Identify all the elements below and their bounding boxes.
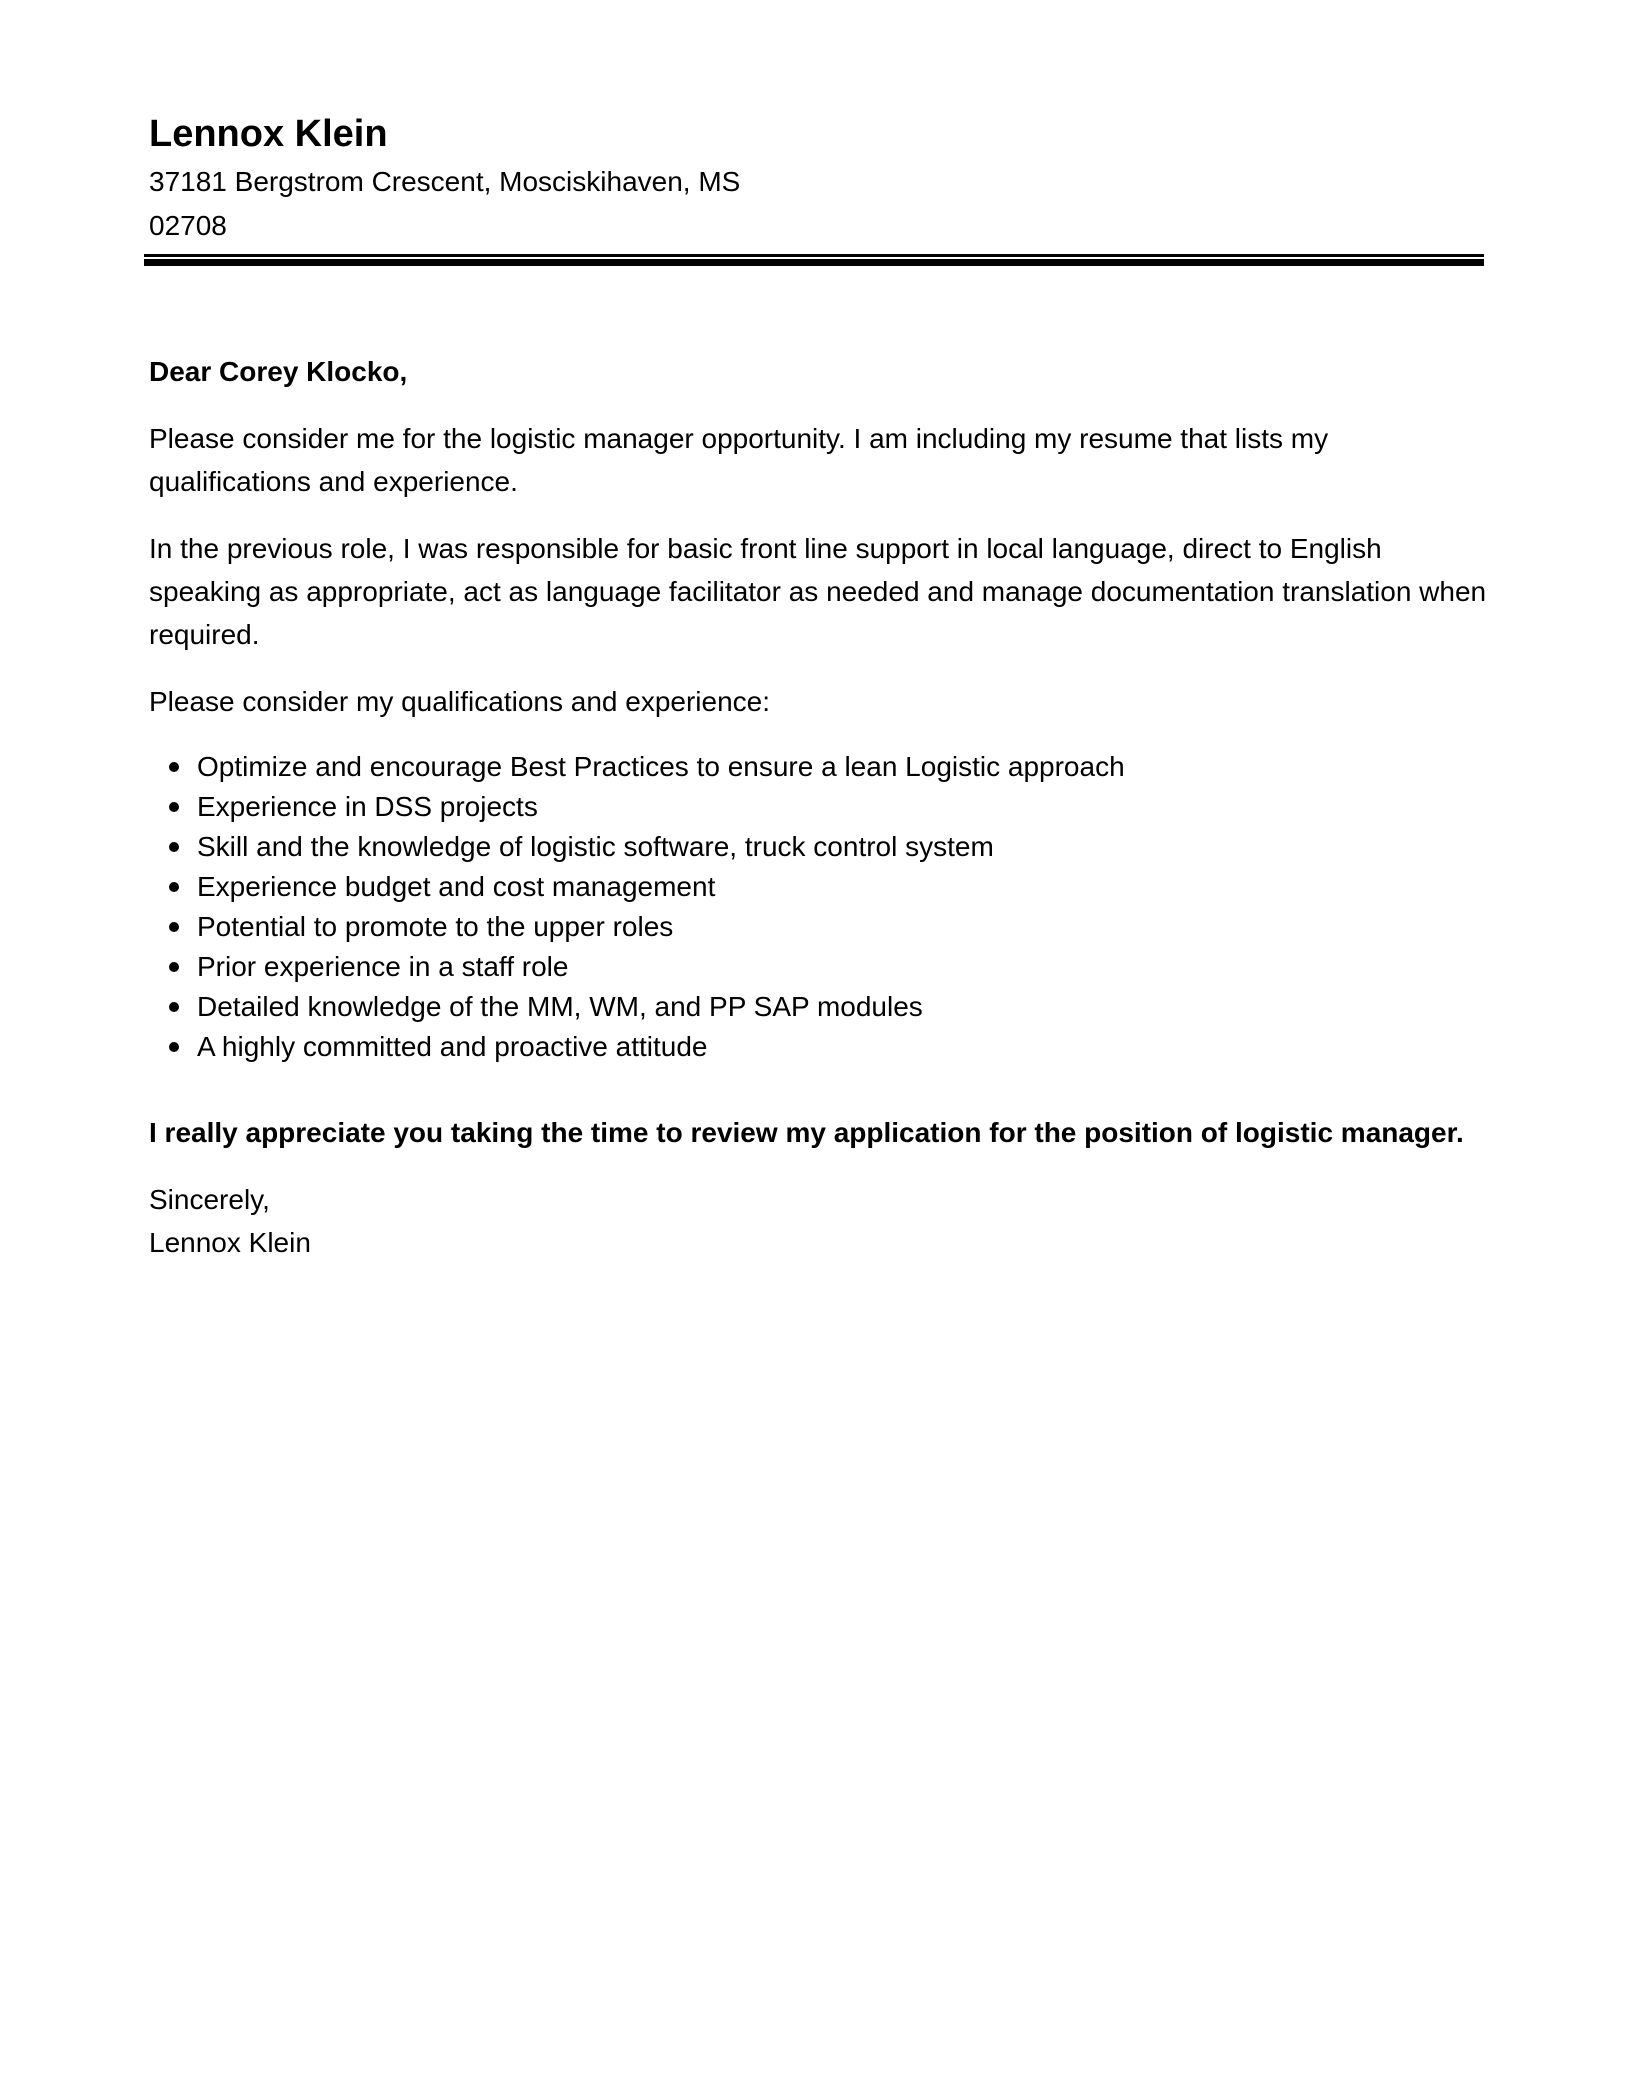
bullet-icon — [169, 922, 179, 932]
list-item — [149, 827, 1489, 867]
experience-paragraph: In the previous role, I was responsible for basic front line support in local language, direct to English speaking as appropriate, act as language facilitator as needed and manage documentation translation when required. — [149, 533, 1487, 650]
bullet-icon — [169, 1002, 179, 1012]
list-item — [149, 787, 1489, 827]
list-item-text: Optimize and encourage Best Practices to ensure a lean Logistic approach — [197, 751, 1125, 782]
sender-address: 37181 Bergstrom Crescent, Mosciskihaven, MS 02708 — [149, 166, 741, 241]
list-item-text: Prior experience in a staff role — [197, 951, 569, 982]
closing-statement: I really appreciate you taking the time to review my application for the position of logistic manager. — [149, 1117, 1464, 1148]
header-divider-thin — [144, 254, 1484, 257]
list-item — [149, 947, 1489, 987]
list-item — [149, 987, 1489, 1027]
header-divider-thick — [144, 259, 1484, 266]
bullet-icon — [169, 762, 179, 772]
bullet-icon — [169, 1042, 179, 1052]
list-item-text: Experience budget and cost management — [197, 871, 716, 902]
list-item-text: Detailed knowledge of the MM, WM, and PP SAP modules — [197, 991, 923, 1022]
list-item — [149, 867, 1489, 907]
bullet-icon — [169, 842, 179, 852]
list-item — [149, 907, 1489, 947]
signoff: Sincerely, — [149, 1184, 270, 1215]
list-item-text: Experience in DSS projects — [197, 791, 538, 822]
list-item — [149, 1027, 1489, 1067]
list-item-text: Potential to promote to the upper roles — [197, 911, 674, 942]
bullet-icon — [169, 802, 179, 812]
sender-name: Lennox Klein — [149, 113, 388, 155]
list-item-text: A highly committed and proactive attitude — [197, 1031, 708, 1062]
intro-paragraph: Please consider me for the logistic manager opportunity. I am including my resume that lists my qualifications and experience. — [149, 423, 1329, 497]
signature-name: Lennox Klein — [149, 1227, 311, 1258]
list-item-text: Skill and the knowledge of logistic software, truck control system — [197, 831, 994, 862]
bullet-icon — [169, 882, 179, 892]
qualifications-list — [149, 747, 1489, 1067]
qualifications-intro: Please consider my qualifications and experience: — [149, 686, 771, 717]
letter-body — [149, 350, 1489, 1264]
list-item — [149, 747, 1489, 787]
bullet-icon — [169, 962, 179, 972]
letter-header — [149, 108, 1489, 248]
salutation: Dear Corey Klocko, — [149, 356, 408, 387]
